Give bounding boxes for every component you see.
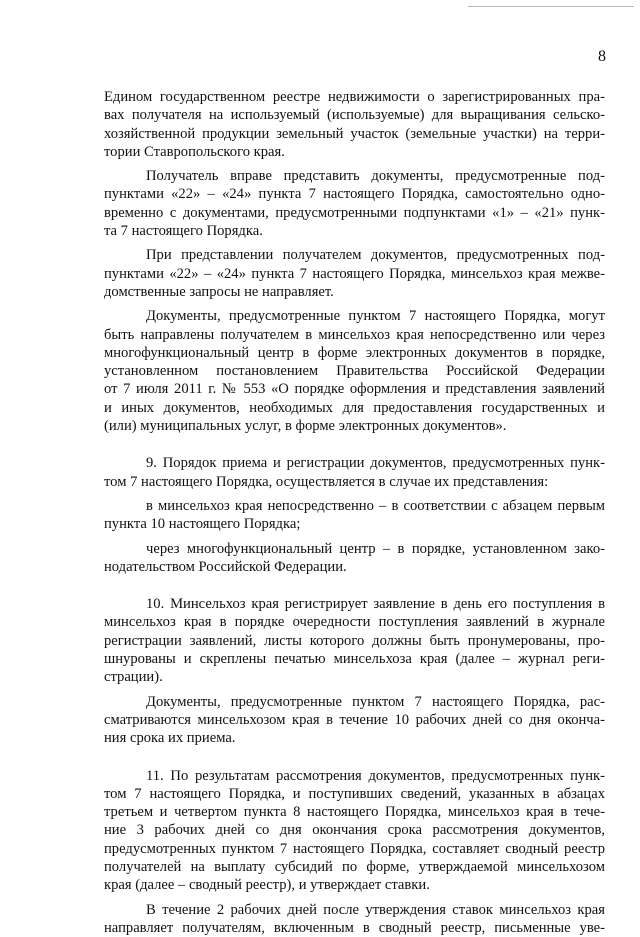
text-line: установленном постановлением Правительства Российской Федерации <box>104 363 605 380</box>
text-line: нодательством Российской Федерации. <box>104 558 347 575</box>
text-line: страции). <box>104 669 163 686</box>
text-line: через многофункциональный центр – в порядке, установленном зако- <box>146 540 605 557</box>
text-line: 11. По результатам рассмотрения документов, предусмотренных пунк- <box>146 767 605 784</box>
text-line: пунктами «22» – «24» пункта 7 настоящего Порядка, самостоятельно одно- <box>104 186 605 203</box>
text-line: от 7 июля 2011 г. № 553 «О порядке оформления и представления заявлений <box>104 381 605 398</box>
paragraph <box>104 454 605 491</box>
text-line: ние 3 рабочих дней со дня окончания срока рассмотрения документов, <box>104 822 605 839</box>
text-line: третьем и четвертом пункта 8 настоящего Порядка, минсельхоз края в тече- <box>104 804 605 821</box>
text-line: том 7 настоящего Порядка, осуществляется в случае их представления: <box>104 473 549 490</box>
text-line: тории Ставропольского края. <box>104 143 285 160</box>
text-line: В течение 2 рабочих дней после утверждения ставок минсельхоз края <box>146 901 605 918</box>
text-line: вах получателя на используемый (используемые) для выращивания сельско- <box>104 107 605 124</box>
text-line: и иных документов, необходимых для предоставления государственных и <box>104 399 605 416</box>
text-line: хозяйственной продукции земельный участок (земельные участки) на терри- <box>104 125 605 142</box>
text-line: том 7 настоящего Порядка, и поступивших сведений, указанных в абзацах <box>104 785 605 802</box>
text-line: При представлении получателем документов, предусмотренных под- <box>146 247 605 264</box>
paragraph <box>104 167 605 240</box>
text-line: минсельхоз края в порядке очередности поступления заявлений в журнале <box>104 614 605 631</box>
text-line: домственные запросы не направляет. <box>104 283 334 300</box>
paragraph <box>104 307 605 435</box>
paragraph <box>104 540 605 577</box>
text-line: Едином государственном реестре недвижимости о зарегистрированных пра- <box>104 89 605 105</box>
paragraph <box>104 497 605 534</box>
text-line: пунктами «22» – «24» пункта 7 настоящего Порядка, минсельхоз края межве- <box>104 265 605 282</box>
text-line: предусмотренных пунктом 7 настоящего Порядка, составляет сводный реестр <box>104 840 605 857</box>
text-line: временно с документами, предусмотренными подпунктами «1» – «21» пунк- <box>104 204 605 221</box>
paragraph <box>104 246 605 301</box>
paragraph <box>104 693 605 748</box>
paragraph <box>104 88 605 161</box>
paragraph <box>104 901 605 937</box>
text-line: ния срока их приема. <box>104 730 236 747</box>
text-line: многофункциональный центр в форме электронных документов в порядке, <box>104 344 605 361</box>
text-line: та 7 настоящего Порядка. <box>104 223 263 240</box>
text-line: направляет получателям, включенным в сводный реестр, письменные уве- <box>104 919 605 936</box>
text-line: сматриваются минсельхозом края в течение 10 рабочих дней со дня оконча- <box>104 711 605 728</box>
paragraph <box>104 767 605 895</box>
paragraph <box>104 595 605 686</box>
text-line: Получатель вправе представить документы, предусмотренные под- <box>146 168 605 185</box>
top-rule <box>468 6 634 7</box>
text-line: Документы, предусмотренные пунктом 7 настоящего Порядка, могут <box>146 308 605 325</box>
text-line: края (далее – сводный реестр), и утверждает ставки. <box>104 877 430 894</box>
text-line: регистрации заявлений, листы которого должны быть пронумерованы, про- <box>104 632 605 649</box>
text-line: быть направлены получателем в минсельхоз края непосредственно или через <box>104 326 605 343</box>
text-line: 10. Минсельхоз края регистрирует заявление в день его поступления в <box>146 596 605 613</box>
text-line: 9. Порядок приема и регистрации документов, предусмотренных пунк- <box>146 455 605 472</box>
text-line: в минсельхоз края непосредственно – в соответствии с абзацем первым <box>146 497 605 514</box>
text-line: Документы, предусмотренные пунктом 7 настоящего Порядка, рас- <box>146 693 605 710</box>
text-line: (или) муниципальных услуг, в форме электронных документов». <box>104 418 507 435</box>
document-body <box>104 88 605 937</box>
text-line: шнурованы и скреплены печатью минсельхоза края (далее – журнал реги- <box>104 651 605 668</box>
text-line: пункта 10 настоящего Порядка; <box>104 516 301 533</box>
page-number: 8 <box>598 48 606 65</box>
text-line: получателей на выплату субсидий по форме, утверждаемой минсельхозом <box>104 858 605 875</box>
